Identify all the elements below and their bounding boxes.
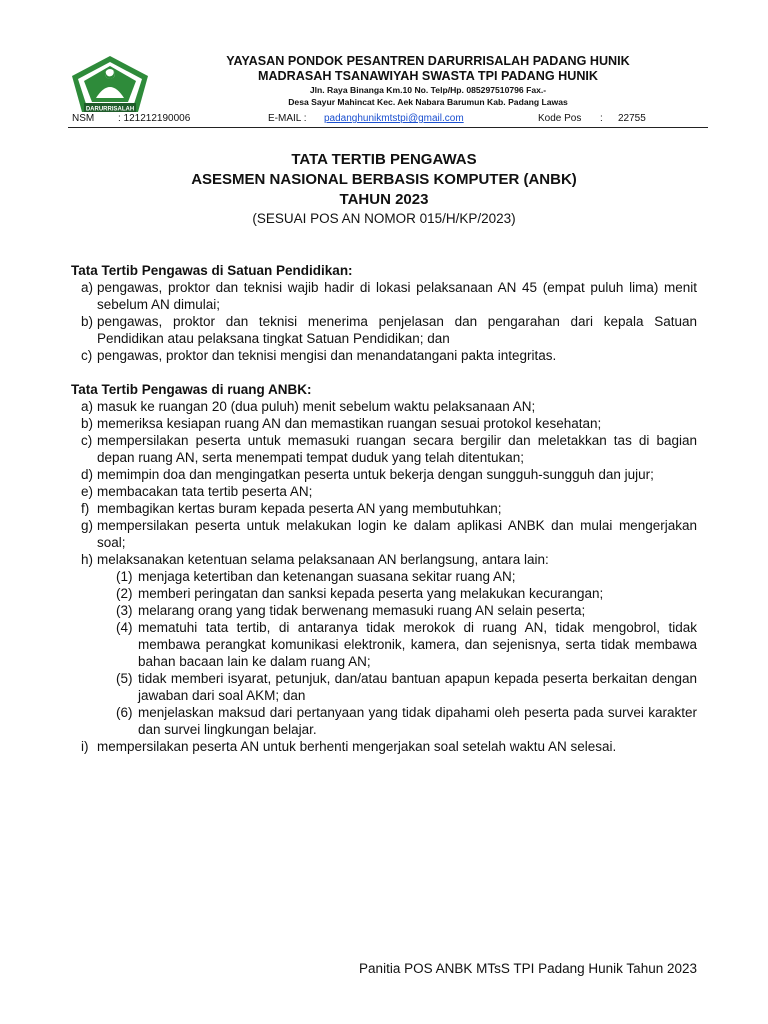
list-item — [116, 670, 697, 704]
email-link[interactable]: padanghunikmtstpi@gmail.com — [324, 113, 464, 124]
section2-list — [71, 398, 697, 568]
list-item — [71, 432, 697, 466]
list-item-marker: d) — [81, 467, 94, 482]
list-item — [71, 279, 697, 313]
list-item-text: mematuhi tata tertib, di antaranya tidak merokok di ruang AN, tidak mengobrol, tidak membawa perangkat komunikasi elektronik, kamera, dan sejenisnya, serta tidak membawa bahan bacaan lain ke dalam ruang AN; — [138, 620, 697, 669]
list-item-text: menjelaskan maksud dari pertanyaan yang tidak dipahami oleh peserta pada survei karakter dan survei lingkungan belajar. — [138, 705, 697, 737]
list-item — [71, 517, 697, 551]
list-item — [116, 602, 697, 619]
list-item-text: melarang orang yang tidak berwenang memasuki ruang AN selain peserta; — [138, 603, 586, 618]
list-item-text: mempersilakan peserta untuk melakukan login ke dalam aplikasi ANBK dan mulai mengerjakan soal; — [97, 518, 697, 550]
list-item-text: pengawas, proktor dan teknisi mengisi dan menandatangani pakta integritas. — [97, 348, 557, 363]
list-item-marker: c) — [81, 433, 93, 448]
footer-signature: Panitia POS ANBK MTsS TPI Padang Hunik Tahun 2023 — [359, 961, 697, 976]
list-item — [71, 347, 697, 364]
section2-sublist — [116, 568, 697, 738]
list-item-text: tidak memberi isyarat, petunjuk, dan/atau bantuan apapun kepada peserta berkaitan dengan jawaban dari soal AKM; dan — [138, 671, 697, 703]
list-item-text: pengawas, proktor dan teknisi menerima penjelasan dan pengarahan dari kepala Satuan Pendidikan atau pelaksana tingkat Satuan Pendidikan; dan — [97, 314, 697, 346]
list-item-text: menjaga ketertiban dan ketenangan suasana sekitar ruang AN; — [138, 569, 516, 584]
list-item — [71, 313, 697, 347]
list-item-text: memeriksa kesiapan ruang AN dan memastikan ruangan sesuai protokol kesehatan; — [97, 416, 602, 431]
list-item-marker: h) — [81, 552, 94, 567]
list-item-text: memimpin doa dan mengingatkan peserta untuk bekerja dengan sungguh-sungguh dan jujur; — [97, 467, 654, 482]
list-item — [116, 704, 697, 738]
list-item — [116, 568, 697, 585]
list-item-text: pengawas, proktor dan teknisi wajib hadir di lokasi pelaksanaan AN 45 (empat puluh lima) menit sebelum AN dimulai; — [97, 280, 697, 312]
nsm-value: : 121212190006 — [118, 113, 191, 124]
section2-heading: Tata Tertib Pengawas di ruang ANBK: — [71, 382, 312, 397]
list-item-marker: (1) — [116, 569, 133, 584]
list-item-marker: b) — [81, 416, 94, 431]
list-item-marker: a) — [81, 399, 94, 414]
list-item-marker: f) — [81, 501, 90, 516]
org-name-line1: YAYASAN PONDOK PESANTREN DARURRISALAH PADANG HUNIK — [226, 54, 630, 68]
list-item-marker: b) — [81, 314, 94, 329]
list-item — [71, 398, 697, 415]
list-item-marker: (2) — [116, 586, 133, 601]
list-item-text: membacakan tata tertib peserta AN; — [97, 484, 313, 499]
list-item — [71, 466, 697, 483]
title-line2: ASESMEN NASIONAL BERBASIS KOMPUTER (ANBK) — [191, 171, 577, 188]
title-reference: (SESUAI POS AN NOMOR 015/H/KP/2023) — [252, 211, 516, 226]
section1-heading: Tata Tertib Pengawas di Satuan Pendidikan: — [71, 263, 353, 278]
address-line1: Jln. Raya Binanga Km.10 No. Telp/Hp. 085297510796 Fax.- — [309, 85, 547, 95]
list-item-marker: i) — [81, 739, 89, 754]
list-item-text: masuk ke ruangan 20 (dua puluh) menit sebelum waktu pelaksanaan AN; — [97, 399, 536, 414]
list-item-marker: g) — [81, 518, 94, 533]
list-item — [116, 585, 697, 602]
kodepos-separator: : — [600, 113, 603, 124]
title-line1: TATA TERTIB PENGAWAS — [291, 151, 477, 168]
list-item-marker: (3) — [116, 603, 133, 618]
list-item — [116, 619, 697, 670]
list-item-marker: a) — [81, 280, 94, 295]
list-item-text: memberi peringatan dan sanksi kepada peserta yang melakukan kecurangan; — [138, 586, 604, 601]
org-name-line2: MADRASAH TSANAWIYAH SWASTA TPI PADANG HUNIK — [257, 69, 599, 83]
list-item — [71, 483, 697, 500]
title-line3: TAHUN 2023 — [339, 191, 429, 208]
school-logo-icon — [68, 54, 152, 114]
letterhead-divider — [68, 127, 708, 128]
list-item-text: melaksanakan ketentuan selama pelaksanaan AN berlangsung, antara lain: — [97, 552, 549, 567]
kodepos-value: 22755 — [618, 113, 646, 124]
letterhead — [68, 52, 708, 128]
list-item — [71, 551, 697, 568]
list-item-text: mempersilakan peserta AN untuk berhenti mengerjakan soal setelah waktu AN selesai. — [97, 739, 617, 754]
nsm-label: NSM — [72, 113, 95, 124]
list-item-marker: (6) — [116, 705, 133, 720]
section2-last-item — [71, 738, 697, 755]
list-item-marker: c) — [81, 348, 93, 363]
document-title — [68, 150, 700, 228]
list-item — [71, 738, 697, 755]
list-item-marker: e) — [81, 484, 94, 499]
address-line2: Desa Sayur Mahincat Kec. Aek Nabara Barumun Kab. Padang Lawas — [288, 97, 568, 107]
list-item — [71, 500, 697, 517]
list-item-text: mempersilakan peserta untuk memasuki ruangan secara bergilir dan meletakkan tas di bagian depan ruang AN, serta menempati tempat duduk yang telah ditentukan; — [97, 433, 697, 465]
section1-list — [71, 279, 697, 364]
logo-label: DARURRISALAH — [85, 106, 135, 113]
list-item-marker: (4) — [116, 620, 133, 635]
kodepos-label: Kode Pos — [538, 113, 582, 124]
email-label: E-MAIL : — [268, 113, 307, 124]
list-item-marker: (5) — [116, 671, 133, 686]
list-item — [71, 415, 697, 432]
list-item-text: membagikan kertas buram kepada peserta AN yang membutuhkan; — [97, 501, 502, 516]
document-body — [71, 262, 697, 755]
